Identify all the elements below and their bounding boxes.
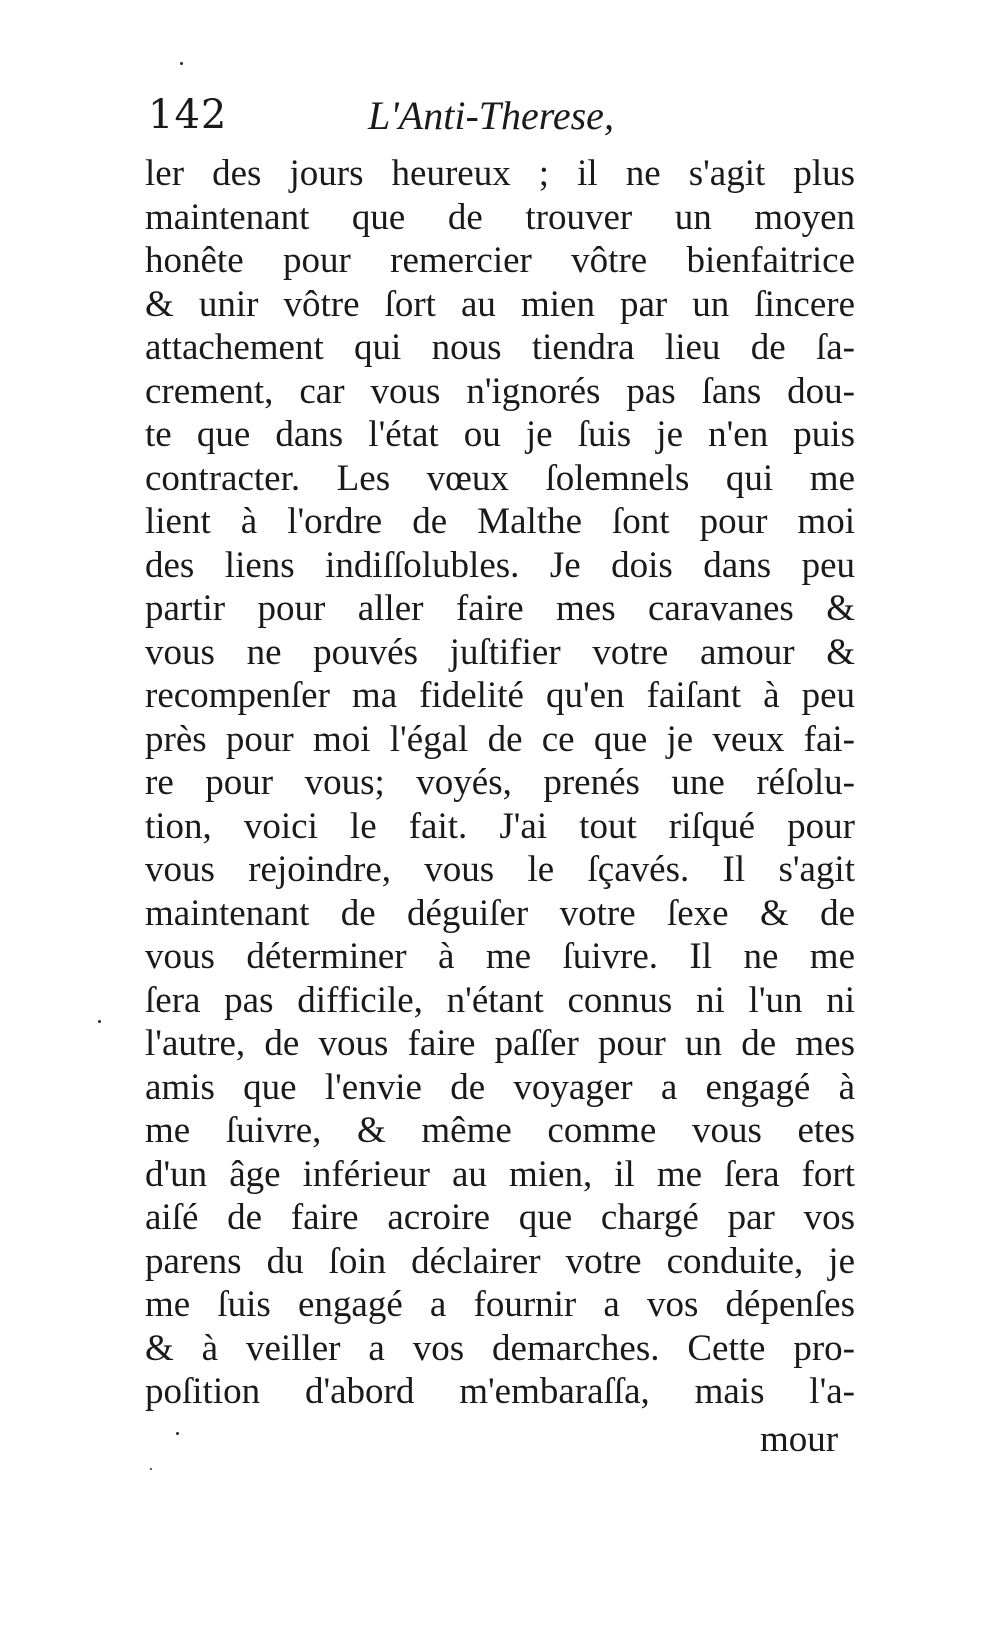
text-line: aiſé de faire acroire que chargé par vos (145, 1197, 855, 1238)
text-line: me ſuivre, & même comme vous etes (145, 1110, 855, 1151)
catchword: mour (760, 1419, 839, 1460)
text-line: crement, car vous n'ignorés pas ſans dou- (145, 370, 855, 412)
text-line: me ſuis engagé a fournir a vos dépenſes (145, 1284, 855, 1325)
text-line: vous déterminer à me ſuivre. Il ne me (145, 936, 855, 977)
text-line: contracter. Les vœux ſolemnels qui me (145, 457, 855, 499)
text-line: vous rejoindre, vous le ſçavés. Il s'agit (145, 849, 855, 890)
text-line: re pour vous; voyés, prenés une réſolu- (145, 762, 855, 803)
ink-speck (180, 62, 183, 65)
text-line: attachement qui nous tiendra lieu de ſa- (145, 327, 855, 368)
text-line: tion, voici le fait. J'ai tout riſqué pour (145, 805, 855, 847)
body-text (145, 152, 855, 1414)
text-line: honête pour remercier vôtre bienfaitrice (145, 240, 855, 281)
page-header (148, 92, 868, 152)
text-line: lient à l'ordre de Malthe ſont pour moi (145, 501, 855, 542)
text-line: & à veiller a vos demarches. Cette pro- (145, 1327, 855, 1369)
text-line: des liens indiſſolubles. Je dois dans peu (145, 544, 855, 586)
text-line: maintenant de déguiſer votre ſexe & de (145, 892, 855, 934)
text-line: l'autre, de vous faire paſſer pour un de mes (145, 1023, 855, 1064)
ink-speck (98, 1020, 101, 1023)
text-line: partir pour aller faire mes caravanes & (145, 588, 855, 629)
text-line: ler des jours heureux ; il ne s'agit plus (145, 153, 855, 194)
text-line: vous ne pouvés juſtifier votre amour & (145, 631, 855, 673)
text-line: près pour moi l'égal de ce que je veux fai- (145, 718, 855, 760)
ink-speck (176, 1432, 179, 1435)
text-line: amis que l'envie de voyager a engagé à (145, 1066, 855, 1108)
text-line: parens du ſoin déclairer votre conduite, je (145, 1240, 855, 1282)
text-line: te que dans l'état ou je ſuis je n'en puis (145, 414, 855, 455)
text-line: maintenant que de trouver un moyen (145, 196, 855, 238)
page-number: 142 (148, 92, 228, 138)
text-line: d'un âge inférieur au mien, il me ſera fort (145, 1153, 855, 1195)
text-line: poſition d'abord m'embaraſſa, mais l'a- (145, 1371, 855, 1412)
running-title: L'Anti-Therese, (368, 93, 614, 138)
text-line: ſera pas difficile, n'étant connus ni l'un ni (145, 979, 855, 1021)
ink-speck (150, 1468, 152, 1470)
text-line: recompenſer ma fidelité qu'en faiſant à peu (145, 675, 855, 716)
text-line: & unir vôtre ſort au mien par un ſincere (145, 283, 855, 325)
